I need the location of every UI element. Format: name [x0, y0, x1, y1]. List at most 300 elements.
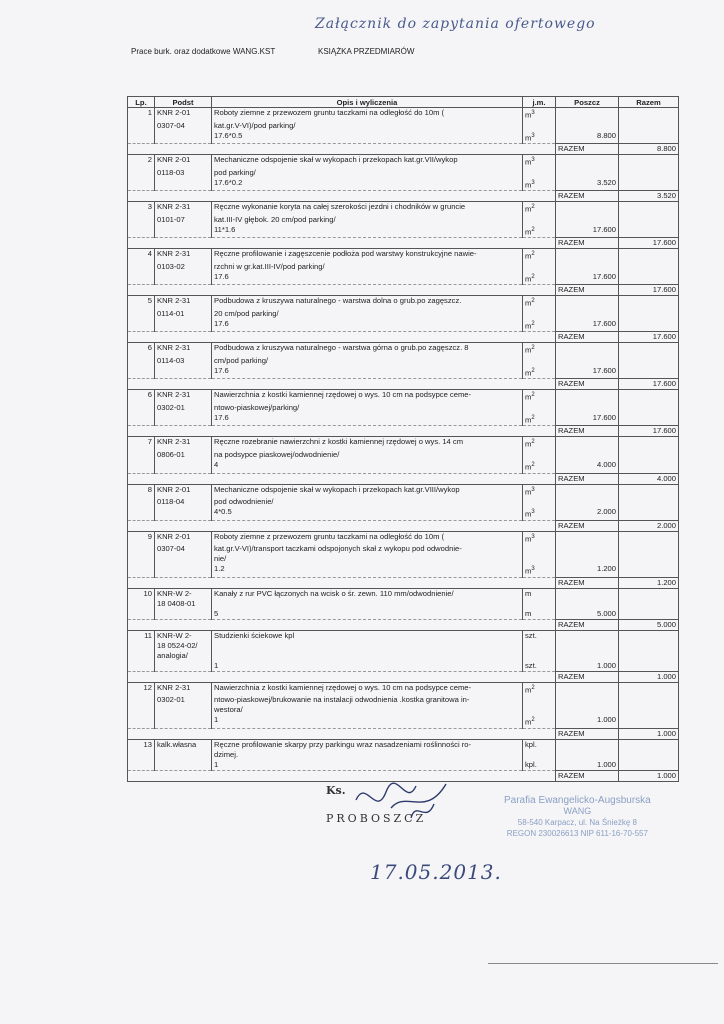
cell-jm: $m^3$	[523, 108, 556, 121]
cell-lp	[128, 564, 155, 577]
cell-poszcz	[556, 531, 619, 544]
cell-opis: 5	[212, 609, 523, 620]
table-row	[128, 272, 679, 285]
cell-podst: 0307-04	[155, 544, 212, 554]
cell-opis: pod parking/	[212, 168, 523, 178]
table-row	[128, 497, 679, 507]
cell-lp	[128, 641, 155, 651]
cell-poszcz	[556, 390, 619, 403]
cell-poszcz	[556, 309, 619, 319]
cell-podst	[155, 413, 212, 426]
cell-razem	[619, 178, 679, 191]
cell-jm: $m^2$	[523, 437, 556, 450]
cell-jm: $m^2$	[523, 715, 556, 728]
table-row	[128, 484, 679, 497]
cell-razem	[619, 705, 679, 715]
table-row	[128, 460, 679, 473]
cell-podst: 18 0524-02/	[155, 641, 212, 651]
cell-poszcz: 2.000	[556, 507, 619, 520]
cell-poszcz	[556, 450, 619, 460]
table-row	[128, 554, 679, 564]
cell-podst: KNR 2-01	[155, 531, 212, 544]
table-row	[128, 705, 679, 715]
sum-spacer	[128, 671, 556, 682]
cell-podst: KNR 2-31	[155, 682, 212, 695]
cell-jm: kpl.	[523, 739, 556, 750]
cell-podst	[155, 760, 212, 771]
sum-row	[128, 426, 679, 437]
cell-lp	[128, 715, 155, 728]
cell-poszcz	[556, 651, 619, 661]
cell-lp: 1	[128, 108, 155, 121]
cell-poszcz	[556, 695, 619, 705]
cell-poszcz: 5.000	[556, 609, 619, 620]
cell-podst: 0114-01	[155, 309, 212, 319]
cell-poszcz: 17.600	[556, 272, 619, 285]
cell-jm	[523, 554, 556, 564]
cell-opis: 1.2	[212, 564, 523, 577]
table-row	[128, 178, 679, 191]
cell-razem	[619, 215, 679, 225]
cell-podst: KNR 2-31	[155, 437, 212, 450]
cell-razem	[619, 544, 679, 554]
cell-poszcz	[556, 296, 619, 309]
cell-razem	[619, 554, 679, 564]
table-row	[128, 739, 679, 750]
sum-value: 1.000	[619, 728, 679, 739]
cell-razem	[619, 296, 679, 309]
sum-row	[128, 473, 679, 484]
cell-razem	[619, 262, 679, 272]
cell-razem	[619, 641, 679, 651]
sum-spacer	[128, 577, 556, 588]
col-header-podst: Podst	[155, 97, 212, 108]
sum-label: RAZEM	[556, 619, 619, 630]
cell-poszcz: 17.600	[556, 319, 619, 332]
cell-opis: 17.6	[212, 413, 523, 426]
cell-podst	[155, 715, 212, 728]
sum-label: RAZEM	[556, 728, 619, 739]
cell-lp	[128, 760, 155, 771]
cell-podst	[155, 750, 212, 760]
cell-jm: $m^2$	[523, 366, 556, 379]
sum-label: RAZEM	[556, 144, 619, 155]
cell-razem	[619, 682, 679, 695]
cell-poszcz	[556, 630, 619, 641]
cell-razem	[619, 651, 679, 661]
table-row	[128, 296, 679, 309]
cell-jm: $m^3$	[523, 564, 556, 577]
cell-lp	[128, 750, 155, 760]
cell-podst	[155, 661, 212, 672]
cell-lp: 9	[128, 531, 155, 544]
sum-spacer	[128, 473, 556, 484]
cell-podst	[155, 366, 212, 379]
cell-lp	[128, 131, 155, 144]
cell-podst	[155, 705, 212, 715]
cell-podst: KNR 2-31	[155, 343, 212, 356]
cell-razem	[619, 319, 679, 332]
cell-razem	[619, 390, 679, 403]
table-row	[128, 121, 679, 131]
cell-podst: analogia/	[155, 651, 212, 661]
cell-razem	[619, 403, 679, 413]
cell-lp: 12	[128, 682, 155, 695]
sum-value: 8.800	[619, 144, 679, 155]
cell-podst: KNR 2-01	[155, 108, 212, 121]
cell-jm	[523, 544, 556, 554]
cell-opis: westora/	[212, 705, 523, 715]
cell-podst: KNR-W 2-	[155, 630, 212, 641]
cell-jm: $m^3$	[523, 484, 556, 497]
cell-podst	[155, 554, 212, 564]
cell-lp	[128, 460, 155, 473]
cell-lp	[128, 651, 155, 661]
cell-razem	[619, 599, 679, 609]
table-row	[128, 155, 679, 168]
cell-jm: $m^3$	[523, 155, 556, 168]
cell-poszcz	[556, 588, 619, 599]
sum-label: RAZEM	[556, 238, 619, 249]
table-row	[128, 750, 679, 760]
cell-jm: m	[523, 588, 556, 599]
sum-value: 17.600	[619, 379, 679, 390]
col-header-lp: Lp.	[128, 97, 155, 108]
sum-row	[128, 728, 679, 739]
cell-opis: 4	[212, 460, 523, 473]
cell-poszcz	[556, 168, 619, 178]
sum-value: 1.000	[619, 671, 679, 682]
cell-poszcz	[556, 155, 619, 168]
cell-poszcz	[556, 682, 619, 695]
sum-row	[128, 144, 679, 155]
table-row	[128, 661, 679, 672]
cell-poszcz: 1.000	[556, 760, 619, 771]
cell-razem	[619, 661, 679, 672]
cell-razem	[619, 609, 679, 620]
sum-row	[128, 332, 679, 343]
cell-razem	[619, 760, 679, 771]
parish-place: WANG	[563, 806, 592, 816]
cell-lp: 3	[128, 202, 155, 215]
cell-podst	[155, 609, 212, 620]
cell-razem	[619, 484, 679, 497]
cell-opis: na podsypce piaskowej/odwodnienie/	[212, 450, 523, 460]
cell-podst: KNR 2-01	[155, 155, 212, 168]
table-row	[128, 564, 679, 577]
cell-opis: ntowo-piaskowej/parking/	[212, 403, 523, 413]
cell-opis: pod odwodnienie/	[212, 497, 523, 507]
cell-jm	[523, 121, 556, 131]
cell-opis: kat.gr.V-VI)/pod parking/	[212, 121, 523, 131]
cell-jm	[523, 695, 556, 705]
cell-opis: Roboty ziemne z przewozem gruntu taczkami na odległość do 10m (	[212, 108, 523, 121]
table-row	[128, 609, 679, 620]
cell-lp	[128, 599, 155, 609]
cell-lp	[128, 178, 155, 191]
cell-opis: Podbudowa z kruszywa naturalnego - warstwa dolna o grub.po zagęszcz.	[212, 296, 523, 309]
cell-podst	[155, 272, 212, 285]
cell-podst	[155, 460, 212, 473]
table-row	[128, 390, 679, 403]
cell-razem	[619, 272, 679, 285]
handwritten-annotation: Załącznik do zapytania ofertowego	[315, 16, 596, 32]
cell-razem	[619, 413, 679, 426]
table-row	[128, 215, 679, 225]
cell-lp	[128, 225, 155, 238]
table-row	[128, 202, 679, 215]
cell-jm	[523, 262, 556, 272]
parish-regon: REGON 230026613 NIP 611-16-70-557	[506, 829, 648, 838]
cell-lp	[128, 695, 155, 705]
cell-lp: 7	[128, 437, 155, 450]
cell-poszcz: 17.600	[556, 366, 619, 379]
cell-razem	[619, 630, 679, 641]
cell-poszcz: 1.000	[556, 715, 619, 728]
cell-razem	[619, 249, 679, 262]
cell-podst: KNR 2-31	[155, 249, 212, 262]
cell-lp: 10	[128, 588, 155, 599]
cell-opis: nie/	[212, 554, 523, 564]
cell-razem	[619, 531, 679, 544]
cell-lp	[128, 544, 155, 554]
cell-lp: 4	[128, 249, 155, 262]
cell-jm: szt.	[523, 630, 556, 641]
cell-opis	[212, 641, 523, 651]
cell-opis: 17.6*0.2	[212, 178, 523, 191]
cell-opis: 20 cm/pod parking/	[212, 309, 523, 319]
sum-label: RAZEM	[556, 332, 619, 343]
table-row	[128, 599, 679, 609]
cell-opis: 17.6	[212, 272, 523, 285]
cell-opis	[212, 599, 523, 609]
sum-spacer	[128, 520, 556, 531]
table-row	[128, 309, 679, 319]
cell-lp	[128, 168, 155, 178]
table-row	[128, 225, 679, 238]
cell-razem	[619, 225, 679, 238]
sum-label: RAZEM	[556, 671, 619, 682]
cell-lp	[128, 262, 155, 272]
table-row	[128, 168, 679, 178]
cell-lp: 6	[128, 343, 155, 356]
cell-lp	[128, 609, 155, 620]
cell-jm: $m^2$	[523, 343, 556, 356]
cell-lp	[128, 121, 155, 131]
sum-spacer	[128, 379, 556, 390]
cell-razem	[619, 750, 679, 760]
cell-opis: Ręczne wykonanie koryta na całej szerokości jezdni i chodników w gruncie	[212, 202, 523, 215]
cell-jm: $m^3$	[523, 178, 556, 191]
cell-poszcz	[556, 750, 619, 760]
cell-poszcz	[556, 705, 619, 715]
table-row	[128, 544, 679, 554]
sum-row	[128, 379, 679, 390]
cell-opis: 17.6	[212, 366, 523, 379]
handwritten-signature	[316, 778, 466, 838]
table-row	[128, 356, 679, 366]
cell-razem	[619, 739, 679, 750]
sum-label: RAZEM	[556, 379, 619, 390]
table-row	[128, 450, 679, 460]
cell-podst: 0806-01	[155, 450, 212, 460]
sum-value: 1.000	[619, 770, 679, 781]
cell-poszcz	[556, 215, 619, 225]
cell-jm	[523, 641, 556, 651]
cell-lp: 2	[128, 155, 155, 168]
cell-poszcz	[556, 403, 619, 413]
cell-opis: Nawierzchnia z kostki kamiennej rzędowej o wys. 10 cm na podsypce ceme-	[212, 682, 523, 695]
sum-value: 3.520	[619, 191, 679, 202]
cell-opis: cm/pod parking/	[212, 356, 523, 366]
cell-opis: Podbudowa z kruszywa naturalnego - warstwa górna o grub.po zagęszcz. 8	[212, 343, 523, 356]
cell-razem	[619, 715, 679, 728]
sum-value: 5.000	[619, 619, 679, 630]
cell-podst	[155, 131, 212, 144]
table-header-row	[128, 97, 679, 108]
col-header-opis: Opis i wyliczenia	[212, 97, 523, 108]
cell-poszcz: 17.600	[556, 225, 619, 238]
cell-lp	[128, 403, 155, 413]
cell-jm	[523, 705, 556, 715]
sum-spacer	[128, 619, 556, 630]
cell-poszcz	[556, 554, 619, 564]
parish-address: 58-540 Karpacz, ul. Na Śnieżkę 8	[517, 818, 637, 827]
cell-jm: $m^2$	[523, 413, 556, 426]
cell-opis: ntowo-piaskowej/brukowanie na instalacji odwodnienia .kostka granitowa in-	[212, 695, 523, 705]
cell-opis: 17.6*0.5	[212, 131, 523, 144]
cell-lp	[128, 497, 155, 507]
sum-label: RAZEM	[556, 520, 619, 531]
cell-razem	[619, 343, 679, 356]
sum-spacer	[128, 238, 556, 249]
table-row	[128, 249, 679, 262]
cell-poszcz	[556, 484, 619, 497]
sum-value: 1.200	[619, 577, 679, 588]
cell-opis: Studzienki ściekowe kpl	[212, 630, 523, 641]
cell-opis: Kanały z rur PVC łączonych na wcisk o śr. zewn. 110 mm/odwodnienie/	[212, 588, 523, 599]
cell-razem	[619, 108, 679, 121]
cell-jm: m	[523, 609, 556, 620]
table-row	[128, 366, 679, 379]
header-filename: Prace burk. oraz dodatkowe WANG.KST	[131, 47, 276, 56]
table-row	[128, 108, 679, 121]
cell-lp: 11	[128, 630, 155, 641]
cell-jm: $m^3$	[523, 531, 556, 544]
sum-value: 17.600	[619, 285, 679, 296]
sum-value: 17.600	[619, 426, 679, 437]
cell-lp	[128, 356, 155, 366]
cell-razem	[619, 507, 679, 520]
cell-lp: 6	[128, 390, 155, 403]
cell-lp	[128, 309, 155, 319]
cell-jm: $m^2$	[523, 272, 556, 285]
table-row	[128, 588, 679, 599]
table-row	[128, 437, 679, 450]
cell-razem	[619, 155, 679, 168]
col-header-razem: Razem	[619, 97, 679, 108]
cell-jm: $m^2$	[523, 225, 556, 238]
parish-stamp	[504, 795, 651, 839]
cell-razem	[619, 309, 679, 319]
cell-opis: Mechaniczne odspojenie skał w wykopach i przekopach kat.gr.VII/wykop	[212, 155, 523, 168]
cell-opis: kat.gr.V-VI)/transport taczkami odspojonych skał z wykopu pod odwodnie-	[212, 544, 523, 554]
parish-name: Parafia Ewangelicko-Augsburska	[504, 795, 651, 806]
cell-poszcz	[556, 202, 619, 215]
cell-poszcz: 3.520	[556, 178, 619, 191]
cell-opis: Ręczne profilowanie skarpy przy parkingu wraz nasadzeniami roślinności ro-	[212, 739, 523, 750]
col-header-poszcz: Poszcz	[556, 97, 619, 108]
cell-jm: $m^2$	[523, 319, 556, 332]
cell-podst: kalk.własna	[155, 739, 212, 750]
sum-value: 17.600	[619, 332, 679, 343]
sum-spacer	[128, 728, 556, 739]
cell-opis: Mechaniczne odspojenie skał w wykopach i przekopach kat.gr.VIII/wykop	[212, 484, 523, 497]
sum-row	[128, 671, 679, 682]
cell-opis: Nawierzchnia z kostki kamiennej rzędowej o wys. 10 cm na podsypce ceme-	[212, 390, 523, 403]
cell-podst: KNR 2-31	[155, 202, 212, 215]
cell-razem	[619, 202, 679, 215]
cell-podst: KNR 2-31	[155, 390, 212, 403]
cell-opis: 17.6	[212, 319, 523, 332]
cell-razem	[619, 131, 679, 144]
cell-podst	[155, 507, 212, 520]
cell-jm	[523, 403, 556, 413]
cell-poszcz	[556, 641, 619, 651]
sum-row	[128, 191, 679, 202]
sum-row	[128, 238, 679, 249]
table-row	[128, 262, 679, 272]
sum-spacer	[128, 144, 556, 155]
cell-jm: $m^2$	[523, 249, 556, 262]
cell-opis: dzimej.	[212, 750, 523, 760]
cell-podst	[155, 225, 212, 238]
cell-jm	[523, 750, 556, 760]
cell-opis: 4*0.5	[212, 507, 523, 520]
sum-value: 17.600	[619, 238, 679, 249]
divider	[488, 963, 718, 964]
cell-razem	[619, 437, 679, 450]
cell-razem	[619, 450, 679, 460]
cell-lp: 5	[128, 296, 155, 309]
cell-lp	[128, 507, 155, 520]
cell-poszcz: 8.800	[556, 131, 619, 144]
sum-label: RAZEM	[556, 770, 619, 781]
cell-jm	[523, 168, 556, 178]
cell-jm	[523, 356, 556, 366]
cell-razem	[619, 121, 679, 131]
cell-poszcz	[556, 343, 619, 356]
cell-jm: $m^2$	[523, 460, 556, 473]
table-row	[128, 531, 679, 544]
sum-label: RAZEM	[556, 426, 619, 437]
cell-lp	[128, 705, 155, 715]
cell-poszcz	[556, 599, 619, 609]
cell-podst: KNR-W 2-	[155, 588, 212, 599]
cell-lp: 8	[128, 484, 155, 497]
cell-poszcz	[556, 121, 619, 131]
cell-podst: KNR 2-31	[155, 296, 212, 309]
cell-podst	[155, 178, 212, 191]
table-row	[128, 760, 679, 771]
cell-lp	[128, 554, 155, 564]
cell-lp	[128, 215, 155, 225]
cell-razem	[619, 366, 679, 379]
cell-opis	[212, 651, 523, 661]
cell-razem	[619, 168, 679, 178]
sum-spacer	[128, 332, 556, 343]
cell-opis: Ręczne profilowanie i zagęszcenie podłoża pod warstwy konstrukcyjne nawie-	[212, 249, 523, 262]
